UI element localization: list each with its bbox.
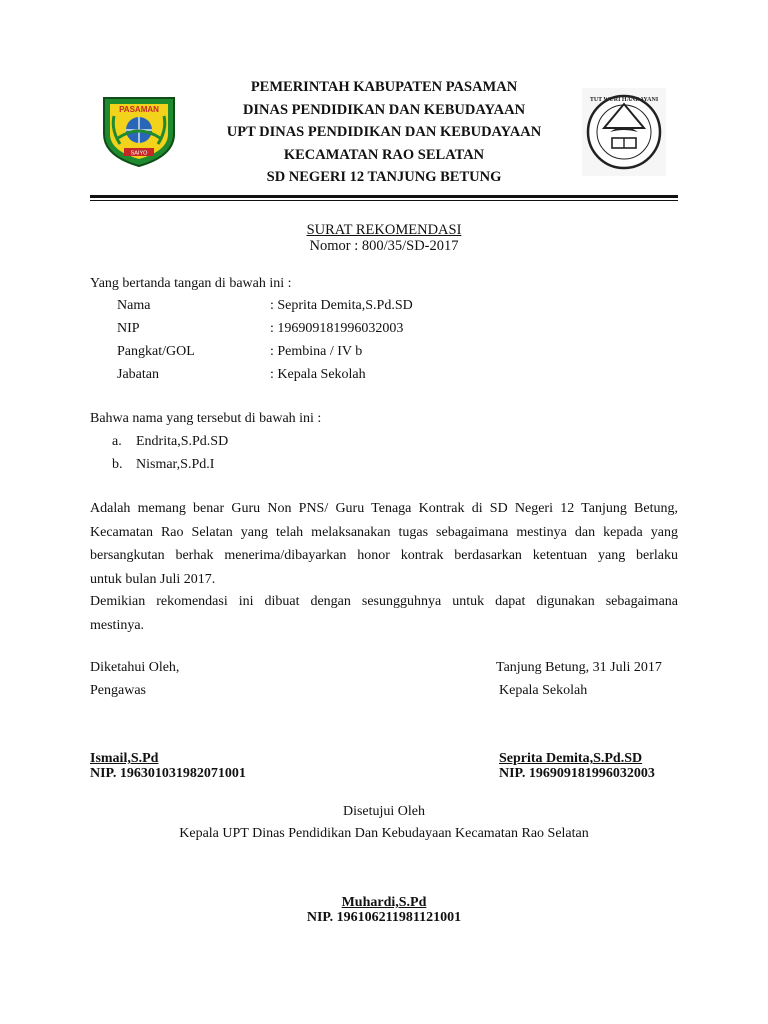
approval-label: Disetujui Oleh (342, 804, 426, 819)
letter-number: Nomor : 800/35/SD-2017 (309, 238, 459, 254)
body-paragraph-2 (90, 590, 678, 637)
subject-marker-a: a. (112, 434, 122, 449)
field-value-position: : Kepala Sekolah (270, 367, 366, 382)
field-label-rank: Pangkat/GOL (117, 344, 195, 359)
right-signer-nip: NIP. 196909181996032003 (499, 766, 655, 781)
left-sign-role: Pengawas (90, 683, 146, 698)
header-line-school: SD NEGERI 12 TANJUNG BETUNG (266, 169, 502, 186)
body-line: Kecamatan Rao Selatan yang telah melaksanakan tugas sebagaimana mestinya dan kepada yang (90, 524, 678, 540)
left-signer-name: Ismail,S.Pd (90, 751, 159, 766)
letter-title (90, 222, 678, 254)
right-sign-role: Kepala Sekolah (499, 683, 588, 698)
subject-name-b: Nismar,S.Pd.I (136, 457, 215, 472)
header-line-department: DINAS PENDIDIKAN DAN KEBUDAYAAN (242, 101, 526, 118)
svg-text:TUT WURI HANDAYANI: TUT WURI HANDAYANI (589, 97, 659, 103)
left-sign-label: Diketahui Oleh, (90, 660, 180, 675)
approval-signer-name (90, 895, 678, 911)
body-line: mestinya. (90, 617, 145, 633)
letterhead-divider-thin (90, 200, 678, 201)
header-line-government: PEMERINTAH KABUPATEN PASAMAN (250, 79, 518, 95)
tut-wuri-handayani-logo (582, 88, 666, 176)
body-line: Demikian rekomendasi ini dibuat dengan sesungguhnya untuk dapat digunakan sebagaimana (90, 594, 678, 609)
subject-name-a: Endrita,S.Pd.SD (136, 434, 229, 449)
body-paragraph-1 (90, 497, 678, 591)
subject-marker-b: b. (112, 457, 123, 472)
header-line-district: KECAMATAN RAO SELATAN (283, 146, 485, 163)
field-label-position: Jabatan (117, 367, 159, 382)
place-date: Tanjung Betung, 31 Juli 2017 (496, 660, 662, 675)
svg-text:PASAMAN: PASAMAN (119, 105, 159, 114)
field-value-nip: : 196909181996032003 (270, 321, 404, 336)
header-line-upt: UPT DINAS PENDIDIKAN DAN KEBUDAYAAN (226, 124, 542, 141)
svg-text:SAIYO: SAIYO (130, 150, 148, 157)
letterhead (90, 76, 678, 196)
left-signer-nip: NIP. 196301031982071001 (90, 766, 246, 781)
approval-signer-name-text: Muhardi,S.Pd (341, 895, 427, 910)
field-label-name: Nama (117, 298, 151, 313)
letter-heading: SURAT REKOMENDASI (306, 222, 462, 238)
field-label-nip: NIP (117, 321, 140, 336)
body-line: untuk bulan Juli 2017. (90, 571, 216, 587)
tut-wuri-emblem-icon (582, 88, 666, 176)
approval-signer-nip: NIP. 196106211981121001 (306, 910, 462, 925)
approval-position: Kepala UPT Dinas Pendidikan Dan Kebudayaan Kecamatan Rao Selatan (179, 826, 589, 841)
subject-intro: Bahwa nama yang tersebut di bawah ini : (90, 411, 322, 426)
body-line: bersangkutan berhak menerima/dibayarkan honor kontrak berdasarkan ketentuan yang berlaku (90, 548, 678, 563)
body-line: Adalah memang benar Guru Non PNS/ Guru Tenaga Kontrak di SD Negeri 12 Tanjung Betung, (90, 501, 678, 516)
field-value-rank: : Pembina / IV b (270, 344, 363, 359)
intro-text: Yang bertanda tangan di bawah ini : (90, 276, 292, 291)
letterhead-divider-thick (90, 195, 678, 198)
right-signer-name: Seprita Demita,S.Pd.SD (499, 751, 643, 766)
field-value-name: : Seprita Demita,S.Pd.SD (270, 298, 413, 313)
